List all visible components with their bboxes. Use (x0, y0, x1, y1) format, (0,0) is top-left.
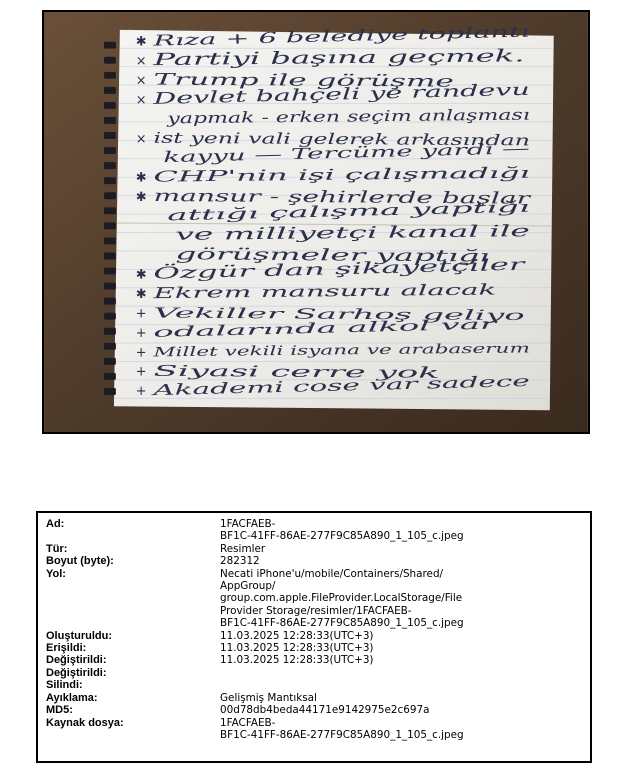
note-line: odalarında alkol var (153, 321, 295, 341)
note-bullet: ✱ (135, 287, 147, 303)
spiral-hole (104, 222, 116, 229)
spiral-hole (104, 343, 116, 350)
spiral-hole (104, 42, 116, 49)
note-bullet: × (135, 131, 147, 147)
metadata-value: 11.03.2025 12:28:33(UTC+3) (220, 642, 374, 655)
metadata-label: Tür: (46, 542, 68, 555)
metadata-row (46, 667, 582, 679)
metadata-label: Oluşturuldu: (46, 629, 112, 642)
spiral-hole (104, 87, 116, 94)
metadata-row (46, 717, 582, 742)
metadata-row (46, 568, 582, 630)
metadata-label: Erişildi: (46, 642, 87, 655)
metadata-label: Ayıklama: (46, 691, 98, 704)
note-line: Trump ile görüşme (153, 69, 307, 90)
metadata-label: Boyut (byte): (46, 555, 114, 568)
metadata-label: Değiştirildi: (46, 654, 107, 667)
note-bullet: ✱ (135, 267, 147, 283)
note-bullet: + (135, 325, 147, 341)
note-line: Ekrem mansuru alacak (153, 282, 328, 303)
metadata-value: Necati iPhone'u/mobile/Containers/Shared/ AppGroup/ group.com.apple.FileProvider.LocalStorage/File Provider Storage/resimler/1FACFAEB- BF1C-41FF-86AE-277F9C85A890_1_105_c.jpeg (220, 567, 464, 630)
spiral-hole (104, 117, 116, 124)
note-line: Akademi cose var sadece (153, 376, 344, 400)
note-bullet: × (135, 73, 147, 89)
spiral-hole (104, 358, 116, 365)
spiral-hole (104, 132, 116, 139)
note-line: yapmak - erken seçim anlaşması (167, 106, 412, 128)
note-bullet: × (135, 54, 147, 70)
spiral-hole (104, 388, 116, 395)
spiral-hole (104, 237, 116, 244)
note-bullet: ✱ (135, 170, 147, 186)
metadata-row (46, 642, 582, 654)
spiral-hole (104, 298, 116, 305)
spiral-hole (104, 192, 116, 199)
note-line: Devlet bahçeli ye randevu (153, 83, 363, 108)
spiral-hole (104, 162, 116, 169)
spiral-hole (104, 328, 116, 335)
note-line: görüşmeler yaptığı (175, 244, 328, 265)
spiral-hole (104, 268, 116, 275)
metadata-value: 00d78db4beda44171e9142975e2c697a (220, 704, 430, 717)
spiral-hole (104, 253, 116, 260)
metadata-row (46, 692, 582, 704)
note-line: Rıza + 6 belediye toplantı (153, 26, 349, 50)
metadata-label: Değiştirildi: (46, 666, 107, 679)
metadata-label: Silindi: (46, 679, 83, 692)
metadata-value: 11.03.2025 12:28:33(UTC+3) (220, 629, 374, 642)
note-bullet: + (135, 306, 147, 322)
metadata-value: 282312 (220, 555, 260, 568)
metadata-value: 1FACFAEB- BF1C-41FF-86AE-277F9C85A890_1_105_c.jpeg (220, 716, 464, 741)
note-line: ist yeni vali gelerek arkasından (153, 128, 390, 149)
spiral-hole (104, 283, 116, 290)
metadata-rows (46, 518, 582, 741)
spiral-hole (104, 72, 116, 79)
note-line: mansur - şehirlerde başlar (153, 186, 367, 207)
note-bullet: + (135, 384, 147, 400)
note-photo (42, 10, 590, 434)
spiral-hole (104, 57, 116, 64)
metadata-value: Gelişmiş Mantıksal (220, 691, 317, 704)
spiral-hole (104, 373, 116, 380)
note-bullet: + (135, 345, 147, 361)
note-line: Millet vekili isyana ve arabaserum (153, 342, 378, 361)
metadata-row (46, 654, 582, 666)
note-line: Siyasi cerre yok (153, 361, 274, 381)
spiral-hole (104, 207, 116, 214)
metadata-label: Kaynak dosya: (46, 716, 124, 729)
metadata-row (46, 679, 582, 691)
spiral-hole (104, 313, 116, 320)
note-bullet: ✱ (135, 190, 147, 206)
metadata-value: 1FACFAEB- BF1C-41FF-86AE-277F9C85A890_1_105_c.jpeg (220, 518, 464, 543)
file-metadata-panel (36, 511, 592, 763)
note-line: Özgür dan şikayetçiler (153, 259, 336, 283)
metadata-value: 11.03.2025 12:28:33(UTC+3) (220, 654, 374, 667)
metadata-row (46, 630, 582, 642)
note-photo-svg (44, 12, 588, 432)
metadata-value: Resimler (220, 542, 266, 555)
metadata-row (46, 555, 582, 567)
note-bullet: + (135, 364, 147, 380)
note-bullet: ✱ (135, 34, 147, 50)
metadata-row (46, 704, 582, 716)
note-line: Partiyi başına geçmek. (153, 47, 348, 70)
note-line: ve milliyetçi kanal ile (175, 223, 346, 244)
note-line: attığı çalışma yaptığı (167, 202, 326, 225)
spiral-hole (104, 177, 116, 184)
spiral-hole (104, 147, 116, 154)
metadata-row (46, 518, 582, 543)
note-line: Vekiller Sarhoş geliyo (153, 305, 307, 323)
metadata-label: Yol: (46, 567, 66, 580)
metadata-row (46, 543, 582, 555)
note-bullet: × (135, 92, 147, 108)
note-line: CHP'nin işi çalışmadığı (153, 165, 329, 186)
spiral-hole (104, 102, 116, 109)
metadata-label: MD5: (46, 704, 73, 717)
metadata-label: Ad: (46, 518, 65, 530)
note-line: kayyu — Tercüme yardı — (163, 143, 361, 167)
